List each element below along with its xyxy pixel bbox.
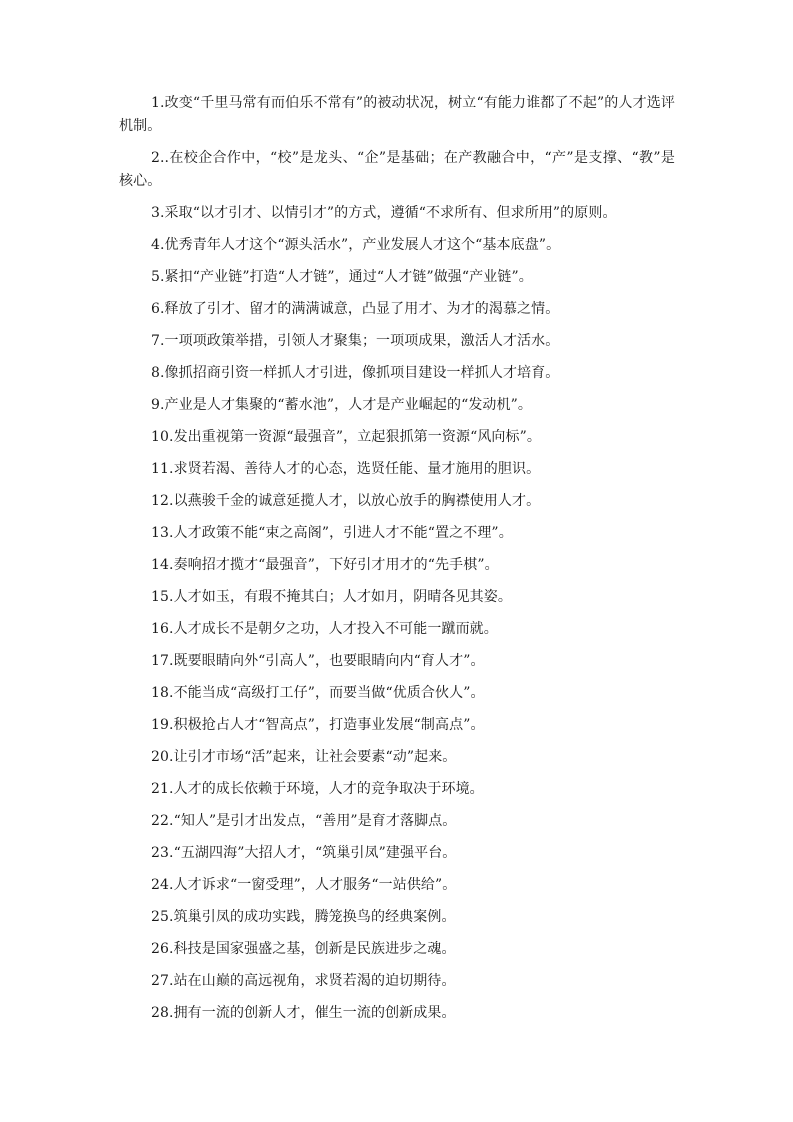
list-item: 15.人才如玉，有瑕不掩其白；人才如月，阴晴各见其姿。 [151,589,512,605]
list-item: 26.科技是国家强盛之基，创新是民族进步之魂。 [151,941,456,957]
list-item: 9.产业是人才集聚的“蓄水池”，人才是产业崛起的“发动机”。 [151,397,532,413]
list-item: 22.“知人”是引才出发点，“善用”是育才落脚点。 [151,813,457,829]
list-item: 13.人才政策不能“束之高阁”，引进人才不能“置之不理”。 [151,525,513,541]
list-item: 20.让引才市场“活”起来，让社会要素“动”起来。 [151,749,457,765]
list-item: 12.以燕骏千金的诚意延揽人才，以放心放手的胸襟使用人才。 [151,493,541,509]
list-item: 2..在校企合作中，“校”是龙头、“企”是基础；在产教融合中，“产”是支撑、“教”是核心。 [119,150,675,189]
list-item: 19.积极抢占人才“智高点”，打造事业发展“制高点”。 [151,717,485,733]
list-item: 25.筑巢引凤的成功实践，腾笼换鸟的经典案例。 [151,909,456,925]
list-item: 10.发出重视第一资源“最强音”，立起狠抓第一资源“风向标”。 [151,429,541,445]
list-item: 27.站在山巅的高远视角，求贤若渴的迫切期待。 [151,973,456,989]
list-item: 23.“五湖四海”大招人才，“筑巢引凤”建强平台。 [151,845,457,861]
list-item: 5.紧扣“产业链”打造“人才链”，通过“人才链”做强“产业链”。 [151,269,533,285]
list-item: 21.人才的成长依赖于环境，人才的竞争取决于环境。 [151,781,484,797]
list-item: 7.一项项政策举措，引领人才聚集；一项项成果，激活人才活水。 [151,333,560,349]
list-item: 16.人才成长不是朝夕之功，人才投入不可能一蹴而就。 [151,621,498,637]
list-item: 4.优秀青年人才这个“源头活水”，产业发展人才这个“基本底盘”。 [151,237,561,253]
list-item: 24.人才诉求“一窗受理”，人才服务“一站供给”。 [151,877,457,893]
list-item: 6.释放了引才、留才的满满诚意，凸显了用才、为才的渴慕之情。 [151,301,560,317]
list-item: 3.采取“以才引才、以情引才”的方式，遵循“不求所有、但求所用”的原则。 [151,205,617,221]
list-item: 11.求贤若渴、善待人才的心态，选贤任能、量才施用的胆识。 [151,461,541,477]
list-item: 17.既要眼睛向外“引高人”，也要眼睛向内“育人才”。 [151,653,485,669]
document-body [119,92,675,1034]
list-item: 8.像抓招商引资一样抓人才引进，像抓项目建设一样抓人才培育。 [151,365,560,381]
list-item: 14.奏响招才揽才“最强音”，下好引才用才的“先手棋”。 [151,557,499,573]
list-item: 28.拥有一流的创新人才，催生一流的创新成果。 [151,1005,456,1021]
list-item: 1.改变“千里马常有而伯乐不常有”的被动状况，树立“有能力谁都了不起”的人才选评机制。 [119,95,675,134]
list-item: 18.不能当成“高级打工仔”，而要当做“优质合伙人”。 [151,685,485,701]
